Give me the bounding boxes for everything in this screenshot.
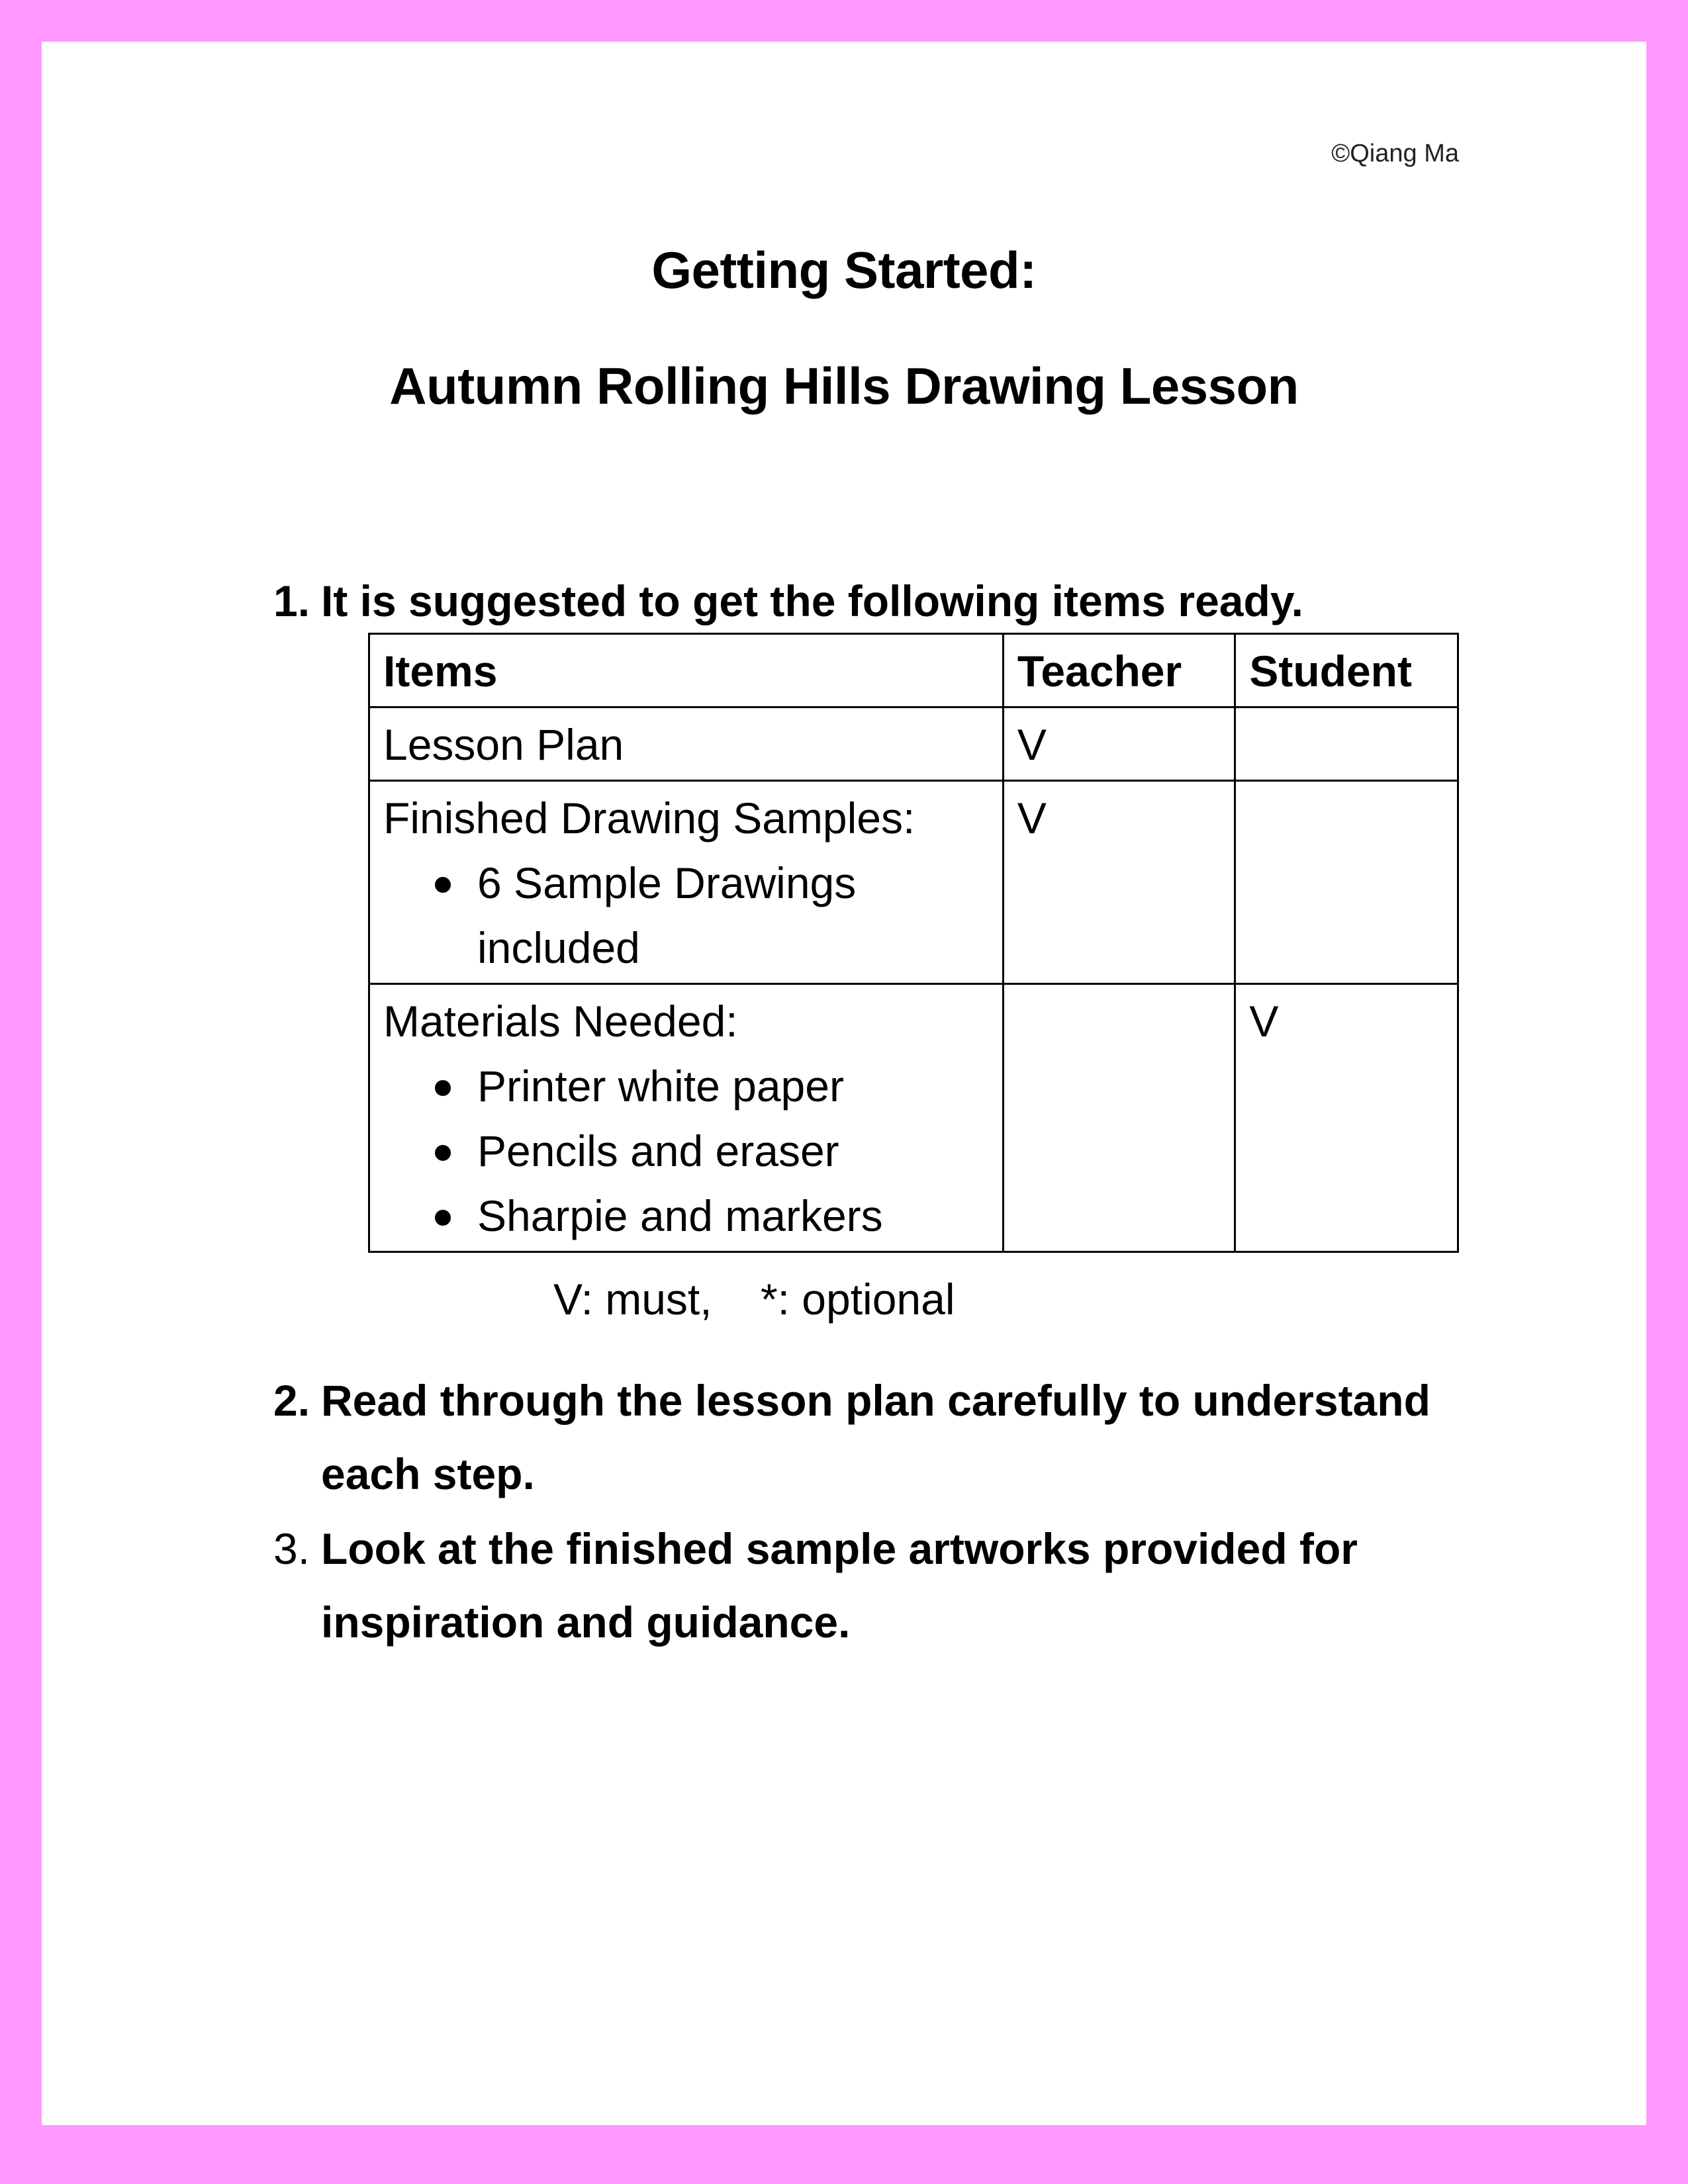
page-title: Getting Started: xyxy=(651,241,1037,299)
list-item: Sharpie and markers xyxy=(383,1183,990,1248)
table-row xyxy=(369,707,1458,781)
header-student: Student xyxy=(1235,634,1458,707)
lesson-title: Autumn Rolling Hills Drawing Lesson xyxy=(389,357,1299,415)
table-header-row xyxy=(369,634,1458,707)
list-item: 6 Sample Drawings included xyxy=(383,850,990,980)
item-label: Materials Needed: xyxy=(383,997,738,1046)
step-3 xyxy=(273,1512,1531,1659)
step-number: 1. xyxy=(273,576,310,625)
table-legend: V: must, *: optional xyxy=(553,1275,955,1324)
step-number: 2. xyxy=(273,1376,310,1425)
subitem-list xyxy=(383,850,990,980)
student-cell xyxy=(1235,707,1458,781)
step-number: 3. xyxy=(273,1524,310,1573)
step-2 xyxy=(273,1364,1531,1511)
list-item: Pencils and eraser xyxy=(383,1118,990,1183)
student-cell xyxy=(1235,781,1458,984)
list-item: Printer white paper xyxy=(383,1054,990,1118)
header-items: Items xyxy=(369,634,1004,707)
teacher-cell: V xyxy=(1003,781,1235,984)
item-cell xyxy=(369,707,1004,781)
table-row xyxy=(369,781,1458,984)
teacher-cell: V xyxy=(1003,707,1235,781)
step-text: Read through the lesson plan carefully to understand each step. xyxy=(321,1376,1430,1498)
item-label: Lesson Plan xyxy=(383,720,624,769)
item-label: Finished Drawing Samples: xyxy=(383,794,915,842)
step-text: Look at the finished sample artworks provided for inspiration and guidance. xyxy=(321,1524,1358,1647)
subitem-list xyxy=(383,1054,990,1248)
items-table xyxy=(368,633,1459,1253)
teacher-cell xyxy=(1003,984,1235,1252)
table-row xyxy=(369,984,1458,1252)
item-cell xyxy=(369,984,1004,1252)
item-cell xyxy=(369,781,1004,984)
header-teacher: Teacher xyxy=(1003,634,1235,707)
student-cell: V xyxy=(1235,984,1458,1252)
copyright-notice: ©Qiang Ma xyxy=(1331,140,1459,167)
step-1 xyxy=(273,565,1531,638)
document-page xyxy=(42,42,1646,2125)
step-text: It is suggested to get the following items ready. xyxy=(321,576,1303,625)
